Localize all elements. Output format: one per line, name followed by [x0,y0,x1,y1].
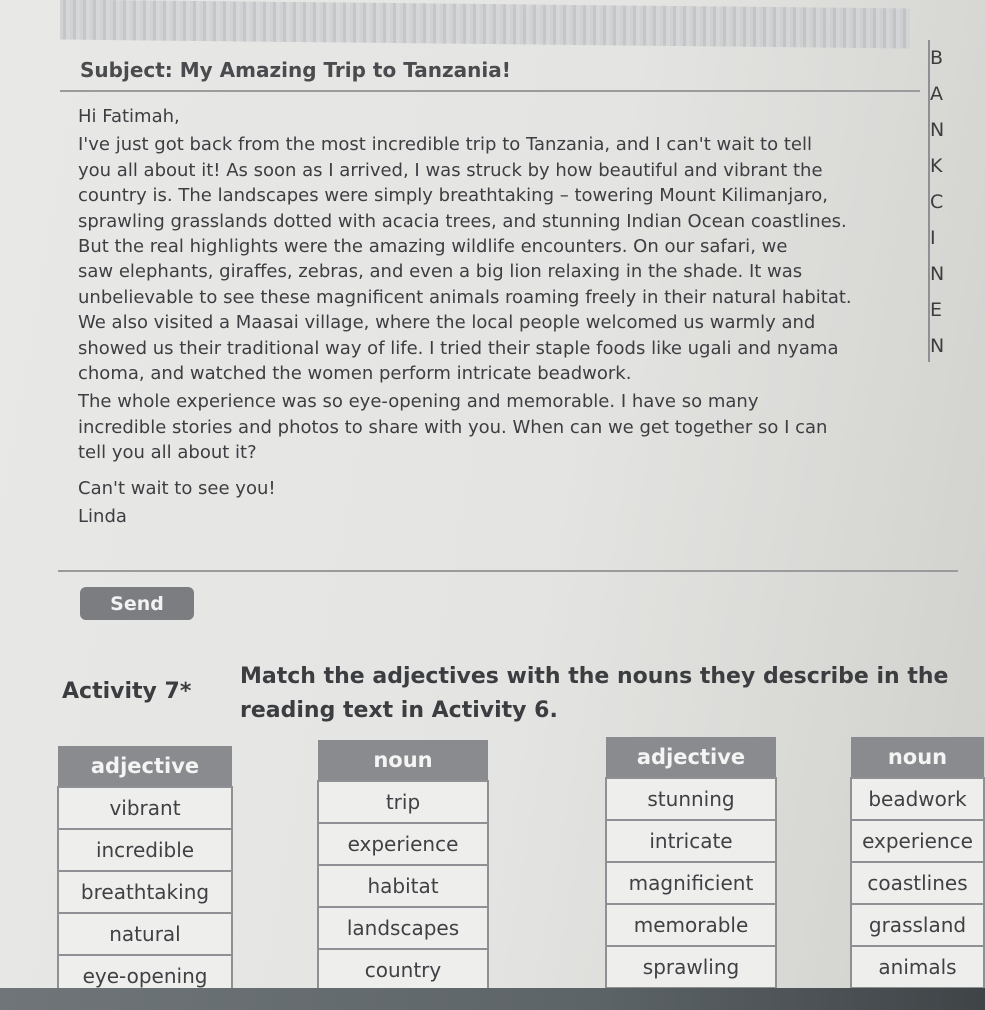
adjective-table-1 [57,746,233,998]
email-header-strip [60,0,910,48]
table-header: adjective [58,746,232,787]
table-cell: country [318,949,488,991]
email-line: unbelievable to see these magnificent animals roaming freely in their natural habitat. [78,286,852,308]
activity-instruction [240,660,985,728]
side-letter: N [930,335,945,357]
email-line: sprawling grasslands dotted with acacia trees, and stunning Indian Ocean coastlines. [78,210,847,232]
table-cell: grassland [851,904,984,946]
table-cell: incredible [58,829,232,871]
email-closing: Can't wait to see you! [78,477,276,499]
table-cell: stunning [606,778,776,820]
table-header: noun [851,737,984,778]
table-cell: natural [58,913,232,955]
signature-divider [58,570,958,572]
table-cell: animals [851,946,984,988]
side-letter: K [930,155,943,177]
side-letter: E [930,299,943,321]
table-header: adjective [606,737,776,778]
adjective-table-2 [605,737,777,989]
table-cell: landscapes [318,907,488,949]
email-subject: Subject: My Amazing Trip to Tanzania! [80,58,511,82]
email-greeting: Hi Fatimah, [78,106,180,127]
table-cell: magnificient [606,862,776,904]
email-line: saw elephants, giraffes, zebras, and even a big lion relaxing in the shade. It was [78,261,803,283]
email-line: choma, and watched the women perform intricate beadwork. [78,363,632,385]
activity-instruction-line: Match the adjectives with the nouns they describe in the [240,664,949,689]
email-line: I've just got back from the most incredible trip to Tanzania, and I can't wait to tell [78,134,812,156]
email-line: The whole experience was so eye-opening and memorable. I have so many [78,391,759,413]
table-cell: beadwork [851,778,984,820]
table-cell: experience [851,820,984,862]
activity-label: Activity 7* [62,679,192,704]
table-cell: trip [318,781,488,823]
table-cell: memorable [606,904,776,946]
table-cell: habitat [318,865,488,907]
email-line: We also visited a Maasai village, where the local people welcomed us warmly and [78,312,816,334]
email-body [78,104,958,530]
table-cell: breathtaking [58,871,232,913]
email-line: country is. The landscapes were simply breathtaking – towering Mount Kilimanjaro, [78,185,828,207]
noun-table-2 [850,737,985,989]
email-line: you all about it! As soon as I arrived, I was struck by how beautiful and vibrant the [78,159,823,181]
table-cell: experience [318,823,488,865]
noun-table-1 [317,740,489,992]
table-header: noun [318,740,488,781]
send-button[interactable]: Send [80,587,194,620]
side-letter: C [930,191,944,213]
side-letter: I [930,227,936,249]
subject-divider [60,90,920,92]
table-cell: intricate [606,820,776,862]
bottom-edge [0,988,985,1010]
email-line: showed us their traditional way of life. I tried their staple foods like ugali and nyama [78,337,839,359]
side-letter: N [930,263,945,285]
email-line: incredible stories and photos to share with you. When can we get together so I can [78,416,828,438]
table-cell: vibrant [58,787,232,829]
side-letter: B [930,47,944,69]
side-letter: N [930,119,945,141]
email-line: tell you all about it? [78,442,257,464]
table-cell: sprawling [606,946,776,988]
email-line: But the real highlights were the amazing wildlife encounters. On our safari, we [78,236,788,258]
table-cell: eye-opening [58,955,232,997]
side-letter: A [930,83,943,105]
table-cell: coastlines [851,862,984,904]
email-signature: Linda [78,506,127,528]
activity-instruction-line: reading text in Activity 6. [240,698,558,723]
